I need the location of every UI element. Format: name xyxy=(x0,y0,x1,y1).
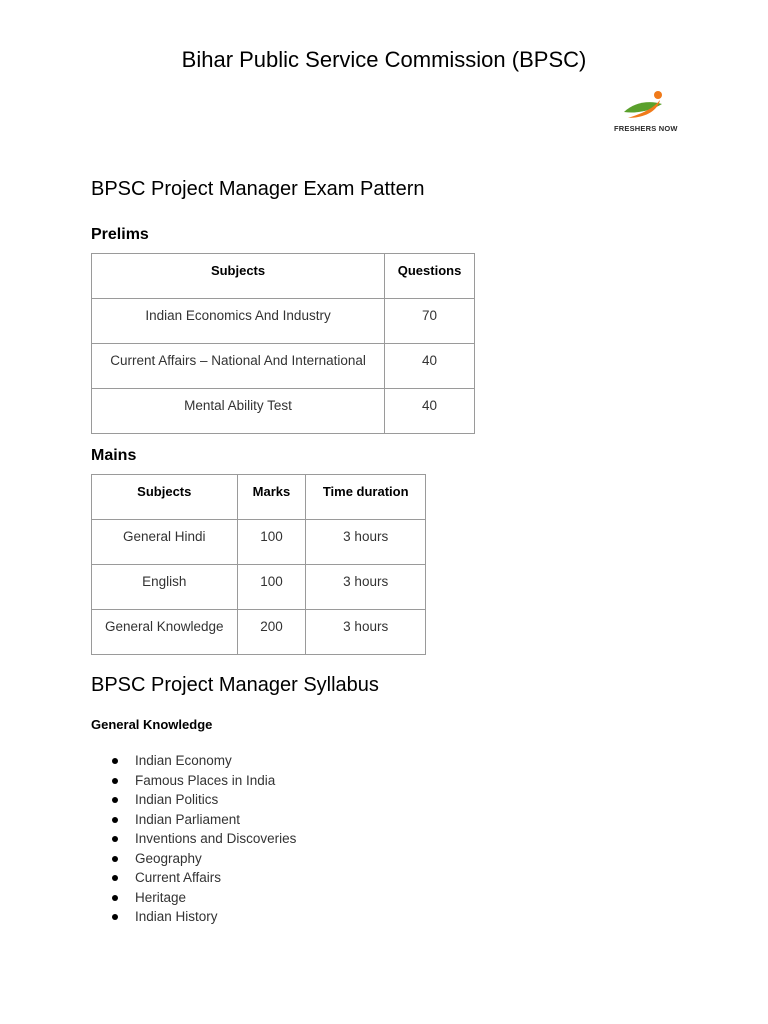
table-row xyxy=(92,389,475,434)
list-item xyxy=(108,810,296,830)
cell-questions: 40 xyxy=(385,344,475,389)
bullet-icon xyxy=(112,875,118,881)
cell-time-duration: 3 hours xyxy=(306,565,426,610)
prelims-heading: Prelims xyxy=(91,226,149,243)
table-row xyxy=(92,299,475,344)
list-item xyxy=(108,868,296,888)
list-item-label: Heritage xyxy=(135,889,187,905)
list-item xyxy=(108,888,296,908)
list-item-label: Indian Parliament xyxy=(135,811,241,827)
table-row xyxy=(92,610,426,655)
cell-subject: Mental Ability Test xyxy=(92,389,385,434)
list-item xyxy=(108,829,296,849)
header-questions: Questions xyxy=(385,254,475,299)
list-item xyxy=(108,907,296,927)
exam-pattern-heading: BPSC Project Manager Exam Pattern xyxy=(91,178,425,200)
bullet-icon xyxy=(112,856,118,862)
table-row xyxy=(92,565,426,610)
cell-subject: General Hindi xyxy=(92,520,238,565)
cell-marks: 200 xyxy=(237,610,306,655)
bullet-icon xyxy=(112,817,118,823)
header-marks: Marks xyxy=(237,475,306,520)
list-item-label: Inventions and Discoveries xyxy=(135,831,297,846)
cell-marks: 100 xyxy=(237,520,306,565)
logo-text: FRESHERS NOW xyxy=(614,124,678,133)
mains-heading: Mains xyxy=(91,447,137,464)
bullet-icon xyxy=(112,797,118,803)
list-item xyxy=(108,790,296,810)
list-item-label: Indian Politics xyxy=(135,792,219,807)
bullet-icon xyxy=(112,914,118,920)
cell-subject: General Knowledge xyxy=(92,610,238,655)
cell-time-duration: 3 hours xyxy=(306,520,426,565)
bullet-icon xyxy=(112,758,118,764)
table-row xyxy=(92,520,426,565)
header-subjects: Subjects xyxy=(92,254,385,299)
syllabus-list xyxy=(108,751,296,927)
general-knowledge-heading: General Knowledge xyxy=(91,717,213,732)
list-item-label: Indian History xyxy=(135,909,218,924)
document-title: Bihar Public Service Commission (BPSC) xyxy=(181,47,587,72)
cell-subject: Indian Economics And Industry xyxy=(92,299,385,344)
cell-marks: 100 xyxy=(237,565,306,610)
mains-table xyxy=(91,474,426,655)
header-time-duration: Time duration xyxy=(306,475,426,520)
cell-questions: 40 xyxy=(385,389,475,434)
cell-time-duration: 3 hours xyxy=(306,610,426,655)
cell-subject: Current Affairs – National And International xyxy=(92,344,385,389)
list-item xyxy=(108,771,296,791)
cell-questions: 70 xyxy=(385,299,475,344)
list-item-label: Geography xyxy=(135,850,202,866)
table-header-row xyxy=(92,254,475,299)
list-item-label: Indian Economy xyxy=(135,753,232,768)
table-row xyxy=(92,344,475,389)
syllabus-heading: BPSC Project Manager Syllabus xyxy=(91,674,379,696)
prelims-table xyxy=(91,253,475,434)
header-subjects: Subjects xyxy=(92,475,238,520)
list-item xyxy=(108,849,296,869)
list-item-label: Current Affairs xyxy=(135,870,222,885)
bullet-icon xyxy=(112,778,118,784)
bullet-icon xyxy=(112,895,118,901)
table-header-row xyxy=(92,475,426,520)
bullet-icon xyxy=(112,836,118,842)
list-item-label: Famous Places in India xyxy=(135,772,276,788)
cell-subject: English xyxy=(92,565,238,610)
logo-orange-head xyxy=(654,91,662,99)
list-item xyxy=(108,751,296,771)
